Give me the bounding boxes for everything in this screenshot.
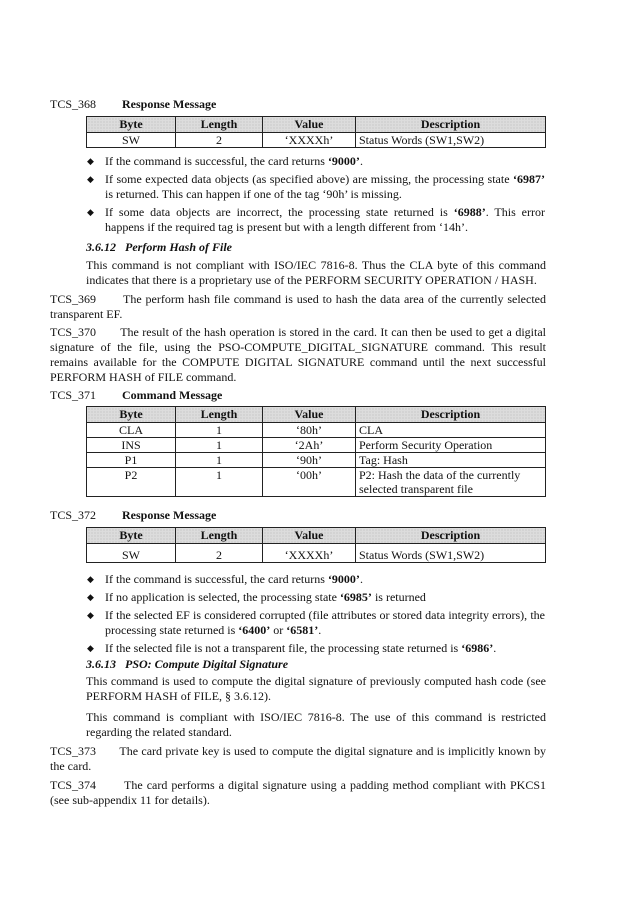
col-header-value: Value: [263, 407, 356, 423]
list-item: ◆ If the command is successful, the card returns ‘9000’.: [87, 154, 363, 168]
requirement-text: The card performs a digital signature using a padding method compliant with PKCS1 (see sub-appendix 11 for details).: [50, 778, 547, 807]
col-header-value: Value: [263, 528, 356, 544]
table-cell: Status Words (SW1,SW2): [356, 544, 546, 563]
list-item: ◆ If the selected EF is considered corrupted (file attributes or stored data integrity errors), the processing state returned is ‘6400’ or ‘6581’.: [87, 608, 545, 637]
requirement-id: TCS_370: [50, 325, 97, 339]
col-header-length: Length: [176, 407, 263, 423]
bullet-list-368: [87, 154, 545, 238]
list-item: ◆ If some data objects are incorrect, the processing state returned is ‘6988’. This error happens if the required tag is present but with a length different from ‘14h’.: [87, 205, 545, 234]
table-row: [87, 468, 546, 497]
table-cell: SW: [87, 544, 176, 563]
bullet-icon: ◆: [87, 174, 94, 184]
table-cell: 1: [176, 438, 263, 453]
table-cell: ‘XXXXh’: [263, 133, 356, 148]
paragraph: This command is not compliant with ISO/IEC 7816-8. Thus the CLA byte of this command indicates that there is a proprietary use of the PERFORM SECURITY OPERATION / HASH.: [86, 258, 546, 287]
table-cell: CLA: [87, 423, 176, 438]
list-item: ◆ If the selected file is not a transparent file, the processing state returned is ‘6986’.: [87, 641, 497, 655]
table-cell: ‘80h’: [263, 423, 356, 438]
requirement-text: The result of the hash operation is stored in the card. It can then be used to get a digital signature of the file, using the PSO-COMPUTE_DIGITAL_SIGNATURE command. This result remains available for the COMPUTE DIGITAL SIGNATURE command until the next successful PERFORM HASH of FILE command.: [50, 325, 546, 384]
requirement-id: TCS_372: [50, 508, 97, 522]
table-cell: SW: [87, 133, 176, 148]
subsection-number: 3.6.13: [86, 657, 116, 671]
response-table-368: [86, 116, 546, 148]
requirement-paragraph-374: [50, 778, 546, 808]
col-header-length: Length: [176, 117, 263, 133]
section-heading: Command Message: [122, 388, 223, 402]
requirement-text: The perform hash file command is used to hash the data area of the currently selected transparent EF.: [50, 292, 546, 321]
requirement-id: TCS_373: [50, 744, 97, 758]
table-cell: 2: [176, 544, 263, 563]
table-row: [87, 423, 546, 438]
table-row: [87, 438, 546, 453]
table-cell: 2: [176, 133, 263, 148]
table-cell: P1: [87, 453, 176, 468]
subsection-title: PSO: Compute Digital Signature: [125, 657, 289, 671]
list-item: ◆ If some expected data objects (as specified above) are missing, the processing state ‘6987’ is returned. This can happen if one of the tag ‘90h’ is missing.: [87, 172, 545, 201]
requirement-id: TCS_369: [50, 292, 97, 306]
bullet-icon: ◆: [87, 592, 94, 602]
bullet-icon: ◆: [87, 610, 94, 620]
bullet-icon: ◆: [87, 207, 94, 217]
bullet-icon: ◆: [87, 574, 94, 584]
col-header-description: Description: [356, 117, 546, 133]
subsection-number: 3.6.12: [86, 240, 116, 254]
command-table-371: [86, 406, 546, 497]
paragraph: This command is compliant with ISO/IEC 7816-8. The use of this command is restricted regarding the related standard.: [86, 710, 546, 739]
requirement-paragraph-373: [50, 744, 546, 774]
list-item: ◆ If the command is successful, the card returns ‘9000’.: [87, 572, 363, 586]
list-item: ◆ If no application is selected, the processing state ‘6985’ is returned: [87, 590, 426, 604]
table-cell: ‘XXXXh’: [263, 544, 356, 563]
table-cell: 1: [176, 423, 263, 438]
requirement-id: TCS_368: [50, 97, 97, 111]
subsection-title: Perform Hash of File: [125, 240, 232, 254]
col-header-description: Description: [356, 528, 546, 544]
response-table-372: [86, 527, 546, 563]
table-cell: P2: [87, 468, 176, 497]
requirement-paragraph-370: [50, 325, 546, 385]
subsection-heading-3-6-13: [86, 657, 288, 672]
bullet-icon: ◆: [87, 156, 94, 166]
table-cell: Perform Security Operation: [356, 438, 546, 453]
bullet-icon: ◆: [87, 643, 94, 653]
col-header-byte: Byte: [87, 528, 176, 544]
section-heading: Response Message: [122, 97, 217, 111]
table-cell: 1: [176, 453, 263, 468]
table-row: [87, 453, 546, 468]
section-heading: Response Message: [122, 508, 217, 522]
table-cell: ‘00h’: [263, 468, 356, 497]
table-cell: CLA: [356, 423, 546, 438]
table-cell: Tag: Hash: [356, 453, 546, 468]
requirement-text: The card private key is used to compute the digital signature and is implicitly known by the card.: [50, 744, 546, 773]
col-header-description: Description: [356, 407, 546, 423]
col-header-value: Value: [263, 117, 356, 133]
subsection-heading-3-6-12: [86, 240, 232, 255]
table-cell: ‘2Ah’: [263, 438, 356, 453]
requirement-id: TCS_371: [50, 388, 97, 402]
table-cell: INS: [87, 438, 176, 453]
table-cell: 1: [176, 468, 263, 497]
bullet-list-372: [87, 572, 545, 659]
requirement-id: TCS_374: [50, 778, 97, 792]
table-cell: ‘90h’: [263, 453, 356, 468]
paragraph: This command is used to compute the digital signature of previously computed hash code (see PERFORM HASH of FILE, § 3.6.12).: [86, 674, 546, 703]
table-cell: P2: Hash the data of the currently selected transparent file: [356, 468, 546, 497]
col-header-byte: Byte: [87, 407, 176, 423]
table-cell: Status Words (SW1,SW2): [356, 133, 546, 148]
table-row: [87, 133, 546, 148]
col-header-byte: Byte: [87, 117, 176, 133]
col-header-length: Length: [176, 528, 263, 544]
table-row: [87, 544, 546, 563]
requirement-paragraph-369: [50, 292, 546, 322]
